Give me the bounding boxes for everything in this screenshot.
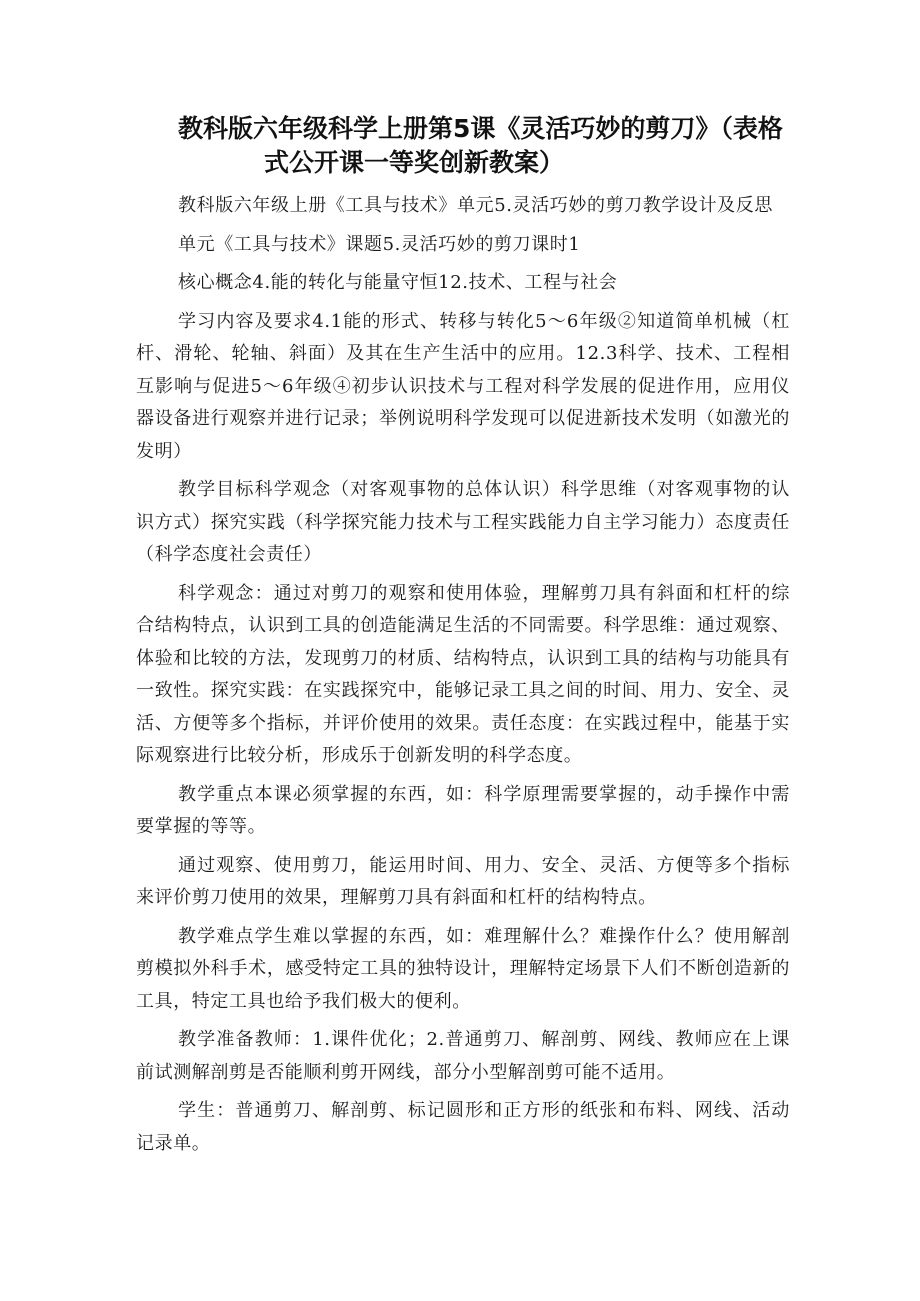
document-page <box>136 112 790 1166</box>
paragraph-difficulties: 教学难点学生难以掌握的东西，如：难理解什么？难操作什么？使用解剖剪模拟外科手术，感受特定工具的独特设计，理解特定场景下人们不断创造新的工具，特定工具也给予我们极大的便利。 <box>136 925 790 1012</box>
paragraph-core-concept: 核心概念4.能的转化与能量守恒12.技术、工程与社会 <box>178 272 618 293</box>
paragraph-teaching-goals: 教学目标科学观念（对客观事物的总体认识）科学思维（对客观事物的认识方式）探究实践（科学探究能力技术与工程实践能力自主学习能力）态度责任（科学态度社会责任） <box>136 479 790 565</box>
paragraph-unit: 单元《工具与技术》课题5.灵活巧妙的剪刀课时1 <box>178 233 581 255</box>
paragraph-student-preparation: 学生：普通剪刀、解剖剪、标记圆形和正方形的纸张和布料、网线、活动记录单。 <box>136 1100 790 1154</box>
paragraph-science-concept: 科学观念：通过对剪刀的观察和使用体验，理解剪刀具有斜面和杠杆的综合结构特点，认识到工具的创造能满足生活的不同需要。科学思维：通过观察、体验和比较的方法，发现剪刀的材质、结构特点，认识到工具的结构与功能具有一致性。探究实践：在实践探究中，能够记录工具之间的时间、用力、安全、灵活、方便等多个指标，并评价使用的效果。责任态度：在实践过程中，能基于实际观察进行比较分析，形成乐于创新发明的科学态度。 <box>136 582 790 766</box>
paragraph-key-points: 教学重点本课必须掌握的东西，如：科学原理需要掌握的，动手操作中需要掌握的等等。 <box>136 783 790 837</box>
paragraph-key-points-detail: 通过观察、使用剪刀，能运用时间、用力、安全、灵活、方便等多个指标来评价剪刀使用的效果，理解剪刀具有斜面和杠杆的结构特点。 <box>136 854 790 908</box>
document-title <box>136 112 790 180</box>
paragraph-intro: 教科版六年级上册《工具与技术》单元5.灵活巧妙的剪刀教学设计及反思 <box>178 195 773 216</box>
document-title-line-2: 式公开课一等奖创新教案） <box>264 148 565 177</box>
paragraph-teacher-preparation: 教学准备教师：1.课件优化；2.普通剪刀、解剖剪、网线、教师应在上课前试测解剖剪是否能顺利剪开网线，部分小型解剖剪可能不适用。 <box>136 1029 790 1083</box>
document-title-line-1: 教科版六年级科学上册第5课《灵活巧妙的剪刀》（表格 <box>178 114 783 143</box>
paragraph-learning-requirements: 学习内容及要求4.1能的形式、转移与转化5～6年级②知道简单机械（杠杆、滑轮、轮轴、斜面）及其在生产生活中的应用。12.3科学、技术、工程相互影响与促进5～6年级④初步认识技术与工程对科学发展的促进作用，应用仪器设备进行观察并进行记录；举例说明科学发现可以促进新技术发明（如激光的发明） <box>136 310 790 462</box>
